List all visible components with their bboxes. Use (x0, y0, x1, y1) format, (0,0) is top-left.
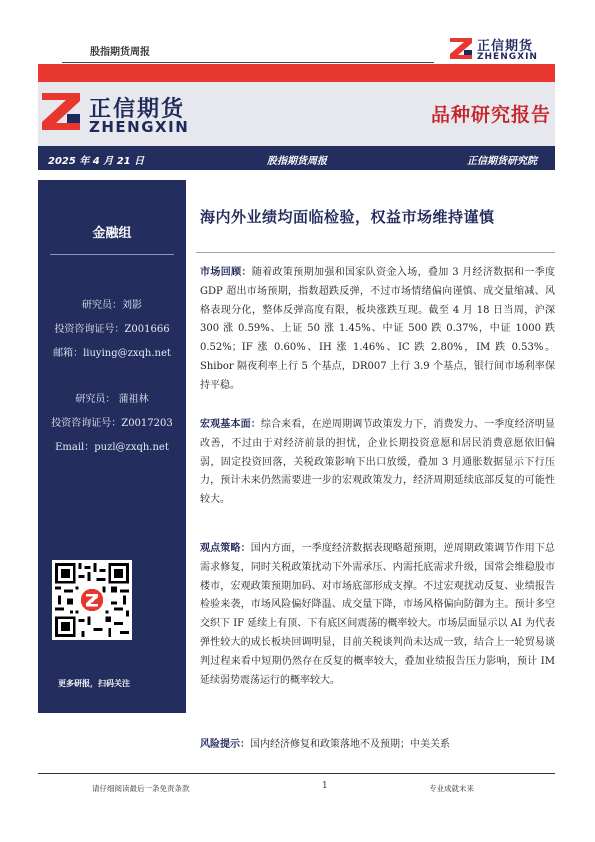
footer-rule (38, 773, 555, 774)
zhengxin-logo-icon (449, 36, 473, 60)
sidebar-group-title: 金融组 (92, 226, 132, 241)
footer-slogan: 专业成就未来 (429, 784, 474, 793)
title-rule (196, 252, 555, 253)
banner-logo-cn: 正信期货 (89, 97, 186, 122)
analyst1-cert: 投资咨询证号：Z001666 (54, 324, 170, 335)
sidebar-divider (50, 254, 174, 255)
section-macro (200, 416, 555, 510)
section-strategy (200, 540, 555, 690)
section-risk (200, 736, 555, 755)
qr-code-icon (55, 563, 129, 637)
institute-name: 正信期货研究院 (467, 156, 537, 167)
sidebar (38, 180, 186, 713)
analyst2-email: Email：puzl@zxqh.net (55, 442, 169, 453)
zhengxin-logo-large-icon (40, 90, 82, 132)
analyst2-name: 研究员： 蒲祖林 (75, 394, 149, 405)
qr-code[interactable] (52, 560, 132, 640)
section-text: 随着政策预期加强和国家队资金入场，叠加 3 月经济数据和一季度 GDP 超出市场预期，指数超跌反弹，不过市场情绪偏向谨慎、成交量缩减、风格表现分化，整体反弹高度有限，板块涨跌互现。截至 4 月 18 日当周，沪深 300 涨 0.59%、上证 50 涨 1.45%、中证 500 跌 0.37%，中证 1000 跌 0.52%；IF 涨 0.60%、IH 涨 1.46%、IC 跌 2.80%，IM 跌 0.53%。Shibor 隔夜利率上行 5 个基点，DR007 上行 3.9 个基点，银行间市场利率保持平稳。 (200, 267, 555, 391)
analyst1-email: 邮箱：liuying@zxqh.net (53, 348, 171, 359)
section-text: 国内方面，一季度经济数据表现略超预期，逆周期政策调节作用下总需求修复，同时关税政策扰动下外需承压、内需托底需求升级，国常会维稳股市楼市，宏观政策预期加码、对市场底部形成支撑。不过宏观扰动反复、业绩报告检验来袭，市场风险偏好降温、成交量下降，市场风格偏向防御为主。预计多空交织下 IF 延续上有顶、下有底区间震荡的概率较大。市场层面显示以 AI 为代表弹性较大的成长板块回调明显，目前关税谈判尚未达成一致，结合上一轮贸易谈判过程来看中短期仍然存在反复的概率较大，叠加业绩报告压力影响，预计 IM 延续弱势震荡运行的概率较大。 (200, 543, 556, 686)
report-type: 品种研究报告 (430, 104, 551, 126)
red-band (38, 64, 555, 82)
header-logo-cn: 正信期货 (477, 39, 534, 54)
info-bar (38, 146, 555, 170)
page-number: 1 (322, 781, 328, 791)
header-logo-en: ZHENGXIN (477, 52, 538, 62)
banner-logo (40, 90, 210, 138)
report-date: 2025 年 4 月 21 日 (48, 156, 145, 167)
header-rule (62, 62, 434, 63)
section-lead: 宏观基本面： (200, 419, 261, 430)
section-text: 国内经济修复和政策落地不及预期；中美关系 (250, 739, 450, 750)
article-title: 海内外业绩均面临检验，权益市场维持谨慎 (200, 208, 495, 226)
section-market-review (200, 264, 555, 396)
analyst1-name: 研究员：刘影 (82, 300, 142, 311)
section-text: 综合来看，在逆周期调节政策发力下，消费发力、一季度经济明显改善，不过由于对经济前景的担忧，企业长期投资意愿和居民消费意愿依旧偏弱，固定投资回落，关税政策影响下出口放缓，叠加 3 月通胀数据显示下行压力，预计未来仍然需要进一步的宏观政策发力，经济周期延续底部反复的可能性较大。 (200, 419, 556, 506)
qr-caption: 更多研报，扫码关注 (58, 679, 130, 688)
footer-disclaimer-note: 请仔细阅读最后一条免责条款 (92, 784, 190, 793)
section-lead: 风险提示： (200, 739, 250, 750)
running-header-title: 股指期货周报 (90, 47, 150, 58)
banner-logo-en: ZHENGXIN (89, 118, 190, 136)
section-lead: 市场回顾： (200, 267, 252, 278)
report-name: 股指期货周报 (267, 156, 327, 167)
analyst2-cert: 投资咨询证号：Z0017203 (51, 418, 173, 429)
section-lead: 观点策略： (200, 543, 251, 554)
header-logo (449, 34, 559, 64)
